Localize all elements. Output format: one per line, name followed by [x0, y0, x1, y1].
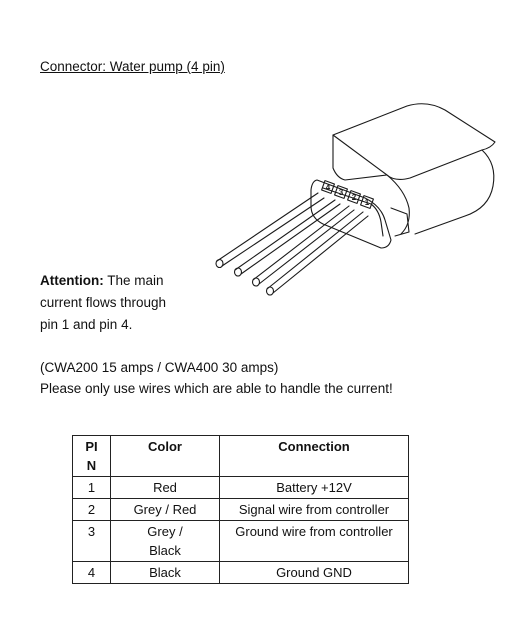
cell-connection: Ground wire from controller [220, 521, 409, 562]
cell-connection: Signal wire from controller [220, 499, 409, 521]
connector-pin-label: 1 [364, 198, 370, 207]
wire-4 [217, 193, 324, 266]
housing-top [333, 104, 495, 180]
cell-color: Black [111, 562, 220, 584]
connector-illustration [195, 98, 500, 308]
table-row [73, 521, 409, 562]
cell-pin: 3 [73, 521, 111, 562]
wire-2 [253, 206, 354, 284]
header-pin-line2: N [86, 458, 97, 473]
cell-pin: 2 [73, 499, 111, 521]
header-color: Color [111, 436, 220, 477]
wire-warning: Please only use wires which are able to handle the current! [40, 381, 393, 396]
header-connection: Connection [220, 436, 409, 477]
wire-3 [235, 200, 340, 274]
cell-color-line2: Black [149, 543, 181, 558]
connector-pin-label: 4 [325, 183, 331, 192]
attention-label: Attention: [40, 273, 104, 288]
header-pin [73, 436, 111, 477]
cell-color: Red [111, 477, 220, 499]
cell-color-line1: Grey / [147, 524, 183, 539]
amp-rating: (CWA200 15 amps / CWA400 30 amps) [40, 360, 279, 375]
page-heading: Connector: Water pump (4 pin) [40, 59, 225, 74]
cell-pin: 1 [73, 477, 111, 499]
connector-pin-label: 2 [351, 193, 357, 202]
cell-connection: Ground GND [220, 562, 409, 584]
attention-text-line1: The main [103, 273, 164, 288]
pin-table [72, 435, 409, 584]
cell-connection: Battery +12V [220, 477, 409, 499]
table-row [73, 499, 409, 521]
header-pin-line1: PI [85, 439, 98, 454]
housing-front [333, 135, 387, 180]
table-row [73, 477, 409, 499]
attention-text-line3: pin 1 and pin 4. [40, 317, 133, 332]
cell-color [111, 521, 220, 562]
current-rating-note [40, 357, 393, 399]
attention-text-line2: current flows through [40, 295, 167, 310]
cell-color: Grey / Red [111, 499, 220, 521]
wire-1 [267, 212, 368, 293]
cell-pin: 4 [73, 562, 111, 584]
table-header-row [73, 436, 409, 477]
attention-note [40, 270, 200, 336]
connector-pin-label: 3 [338, 188, 344, 197]
table-row [73, 562, 409, 584]
